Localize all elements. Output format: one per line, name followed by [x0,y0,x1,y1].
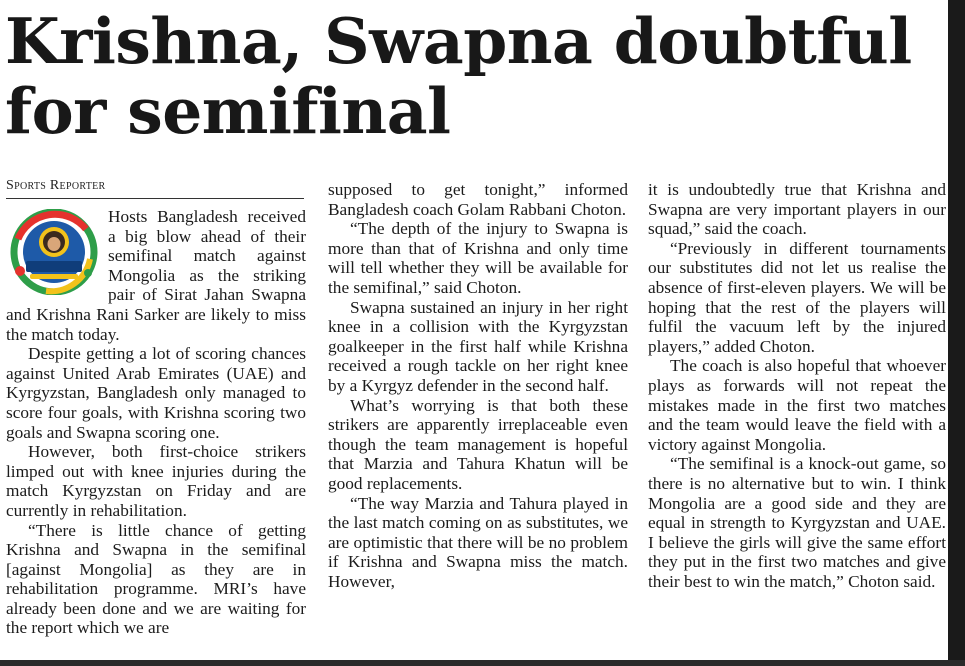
byline: Sports Reporter [6,178,106,193]
article-column-3 [648,180,946,591]
article-paragraph: supposed to get tonight,” informed Bangladesh coach Golam Rabbani Choton. [328,180,628,219]
tournament-logo-icon [6,209,102,295]
article-paragraph: Swapna sustained an injury in her right knee in a collision with the Kyrgyzstan goalkeeper in the first half while Krishna received a rough tackle on her right knee by a Kyrgyz defender in the second half. [328,297,628,395]
article-paragraph: “The way Marzia and Tahura played in the last match coming on as substitutes, we are optimistic that there will be no problem if Krishna and Swapna miss the match. However, [328,493,628,591]
scan-edge-right [948,0,965,666]
article-paragraph: it is undoubtedly true that Krishna and Swapna are very important players in our squad,” said the coach. [648,180,946,239]
article-paragraph: What’s worrying is that both these strikers are apparently irreplaceable even though the team management is hopeful that Marzia and Tahura Khatun will be good replacements. [328,395,628,493]
byline-rule [6,198,304,199]
scan-edge-bottom [0,660,965,666]
article-paragraph: “There is little chance of getting Krishna and Swapna in the semifinal [against Mongolia] as they are in rehabilitation programme. MRI’s have already been done and we are waiting for the report which we are [6,520,306,638]
article-paragraph: Despite getting a lot of scoring chances against United Arab Emirates (UAE) and Kyrgyzstan, Bangladesh only managed to score four goals, with Krishna scoring two goals and Swapna scoring one. [6,344,306,442]
article-paragraph: Hosts Bangladesh received a big blow ahead of their semifinal match against Mongolia as the striking pair of Sirat Jahan Swapna and Krishna Rani Sarker are likely to miss the match today. [6,207,306,344]
headline: Krishna, Swapna doubtful for semifinal [5,4,912,148]
article-column-2 [328,180,628,591]
article-paragraph: However, both first-choice strikers limped out with knee injuries during the match Kyrgyzstan on Friday and are currently in rehabilitation. [6,442,306,520]
article-paragraph: “The semifinal is a knock-out game, so there is no alternative but to win. I think Mongolia are a good side and they are equal in strength to Kyrgyzstan and UAE. I believe the girls will give the same effort they put in the first two matches and give their best to win the match,” Choton said. [648,454,946,591]
article-paragraph: The coach is also hopeful that whoever plays as forwards will not repeat the mistakes made in the first two matches and the team would leave the field with a victory against Mongolia. [648,356,946,454]
article-paragraph: “The depth of the injury to Swapna is more than that of Krishna and only time will tell whether they will be available for the semifinal,” said Choton. [328,219,628,297]
article-paragraph: “Previously in different tournaments our substitutes did not let us realise the absence of first-eleven players. We will be hoping that the rest of the players will fulfil the vacuum left by the injured players,” added Choton. [648,238,946,356]
article-column-1 [6,207,306,638]
